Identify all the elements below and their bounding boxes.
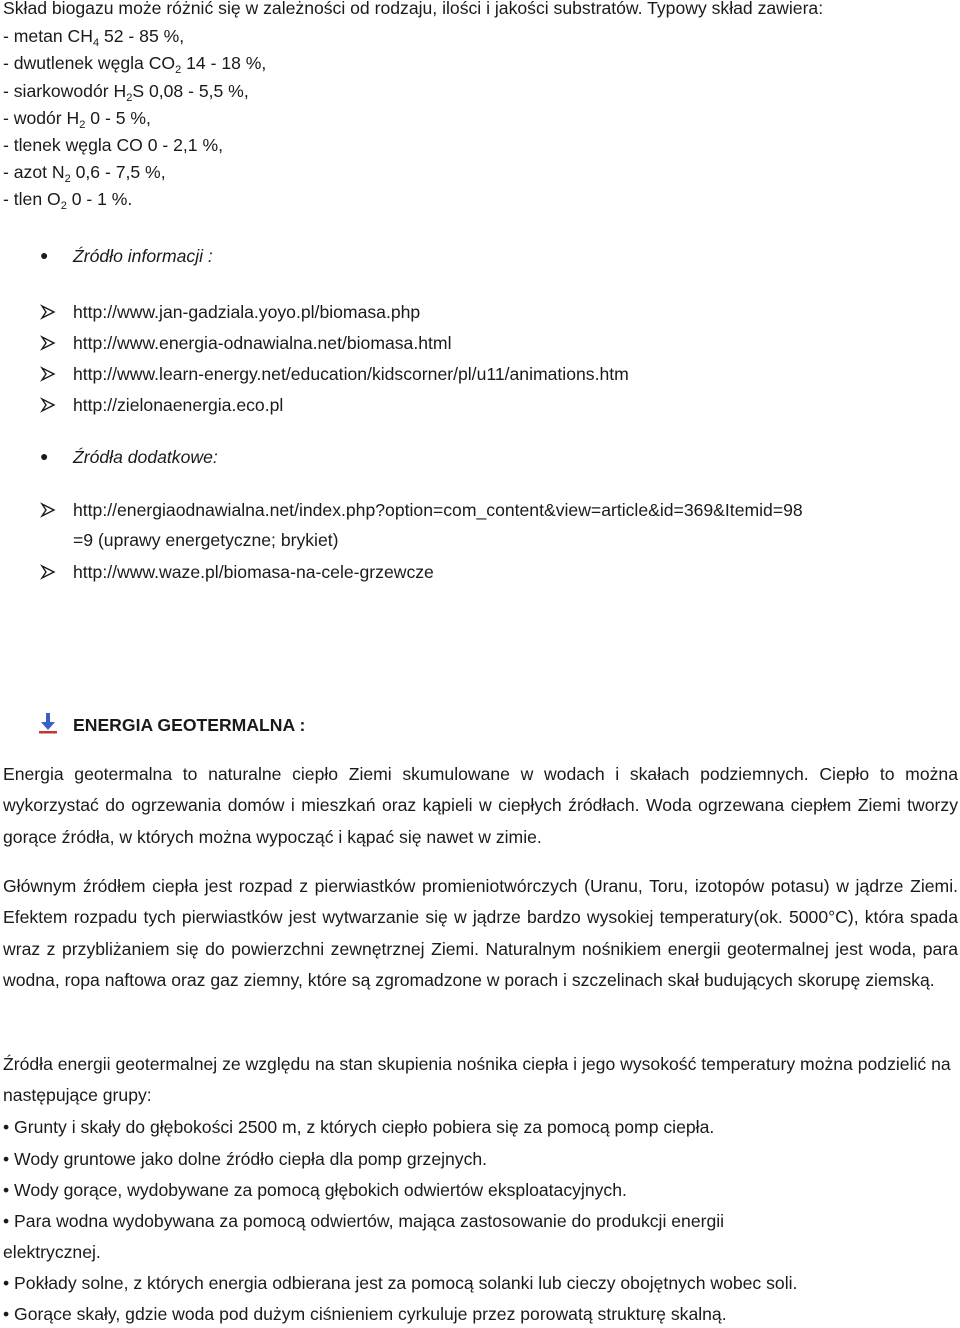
paragraph-groups-intro: Źródła energii geotermalnej ze względu na stan skupienia nośnika ciepła i jego wysokość temperatury można podzielić na następujące grupy: <box>3 1054 951 1105</box>
arrow-bullet-icon <box>40 502 56 518</box>
list-item-continuation: elektrycznej. <box>3 1242 101 1262</box>
composition-line: - azot $N_2$ 0,6 - 7,5 %, <box>3 162 166 185</box>
arrow-bullet-icon <box>40 397 56 413</box>
geothermal-heading: ENERGIA GEOTERMALNA : <box>73 715 306 735</box>
paragraph-geothermal-source: Głównym źródłem ciepła jest rozpad z pierwiastków promieniotwórczych (Uranu, Toru, izotopów potasu) w jądrze Ziemi. Efektem rozpadu tych pierwiastków jest wytwarzanie się w jądrze bardzo wysokiej temperatury(ok. 5000°C), która spada wraz z przybliżaniem się do powierzchni zewnętrznej Ziemi. Naturalnym nośnikiem energii geotermalnej jest woda, para wodna, ropa naftowa oraz gaz ziemny, które są zgromadzone w porach i szczelinach skał budujących skorupę ziemską. <box>3 876 958 990</box>
list-item: • Grunty i skały do głębokości 2500 m, z których ciepło pobiera się za pomocą pomp ciepła. <box>3 1117 715 1137</box>
download-arrow-icon <box>38 712 58 734</box>
source-link[interactable]: http://www.learn-energy.net/education/kidscorner/pl/u11/animations.htm <box>73 364 629 384</box>
composition-line: - dwutlenek węgla $CO_2$ 14 - 18 %, <box>3 53 267 76</box>
composition-line: - tlen $O_2$ 0 - 1 %. <box>3 189 133 212</box>
list-item: • Pokłady solne, z których energia odbierana jest za pomocą solanki lub cieczy obojętnych wobec soli. <box>3 1273 798 1293</box>
arrow-bullet-icon <box>40 335 56 351</box>
arrow-bullet-icon <box>40 564 56 580</box>
arrow-bullet-icon <box>40 366 56 382</box>
sources-heading: Źródło informacji : <box>73 246 213 266</box>
extra-link[interactable]: http://energiaodnawialna.net/index.php?option=com_content&view=article&id=369&Itemid=98 <box>73 500 803 520</box>
source-link[interactable]: http://www.jan-gadziala.yoyo.pl/biomasa.php <box>73 302 421 322</box>
composition-line: - tlenek węgla CO 0 - 2,1 %, <box>3 135 224 155</box>
arrow-bullet-icon <box>40 304 56 320</box>
composition-line: - siarkowodór $H_2S$ 0,08 - 5,5 %, <box>3 81 249 104</box>
source-link[interactable]: http://www.energia-odnawialna.net/biomasa.html <box>73 333 452 353</box>
extra-link[interactable]: http://www.waze.pl/biomasa-na-cele-grzewcze <box>73 562 434 582</box>
composition-line: - wodór $H_2$ 0 - 5 %, <box>3 108 151 131</box>
list-item: • Wody gruntowe jako dolne źródło ciepła dla pomp grzejnych. <box>3 1149 488 1169</box>
list-item: • Gorące skały, gdzie woda pod dużym ciśnieniem cyrkuluje przez porowatą strukturę skalną. <box>3 1304 727 1324</box>
extra-link-continuation: =9 (uprawy energetyczne; brykiet) <box>73 530 339 550</box>
list-item: • Para wodna wydobywana za pomocą odwiertów, mająca zastosowanie do produkcji energii <box>3 1211 725 1231</box>
intro-text: Skład biogazu może różnić się w zależności od rodzaju, ilości i jakości substratów. Typowy skład zawiera: <box>3 0 824 18</box>
list-item: • Wody gorące, wydobywane za pomocą głębokich odwiertów eksploatacyjnych. <box>3 1180 627 1200</box>
paragraph-geothermal-intro: Energia geotermalna to naturalne ciepło Ziemi skumulowane w wodach i skałach podziemnych. Ciepło to można wykorzystać do ogrzewania domów i mieszkań oraz kąpieli w ciepłych źródłach. Woda ogrzewana ciepłem Ziemi tworzy gorące źródła, w których można wypocząć i kąpać się nawet w zimie. <box>3 764 958 847</box>
extra-heading: Źródła dodatkowe: <box>73 447 218 467</box>
bullet-dot-icon: ● <box>40 448 49 464</box>
bullet-dot-icon: ● <box>40 247 49 263</box>
source-link[interactable]: http://zielonaenergia.eco.pl <box>73 395 284 415</box>
composition-line: - metan $CH_4$ 52 - 85 %, <box>3 26 185 49</box>
